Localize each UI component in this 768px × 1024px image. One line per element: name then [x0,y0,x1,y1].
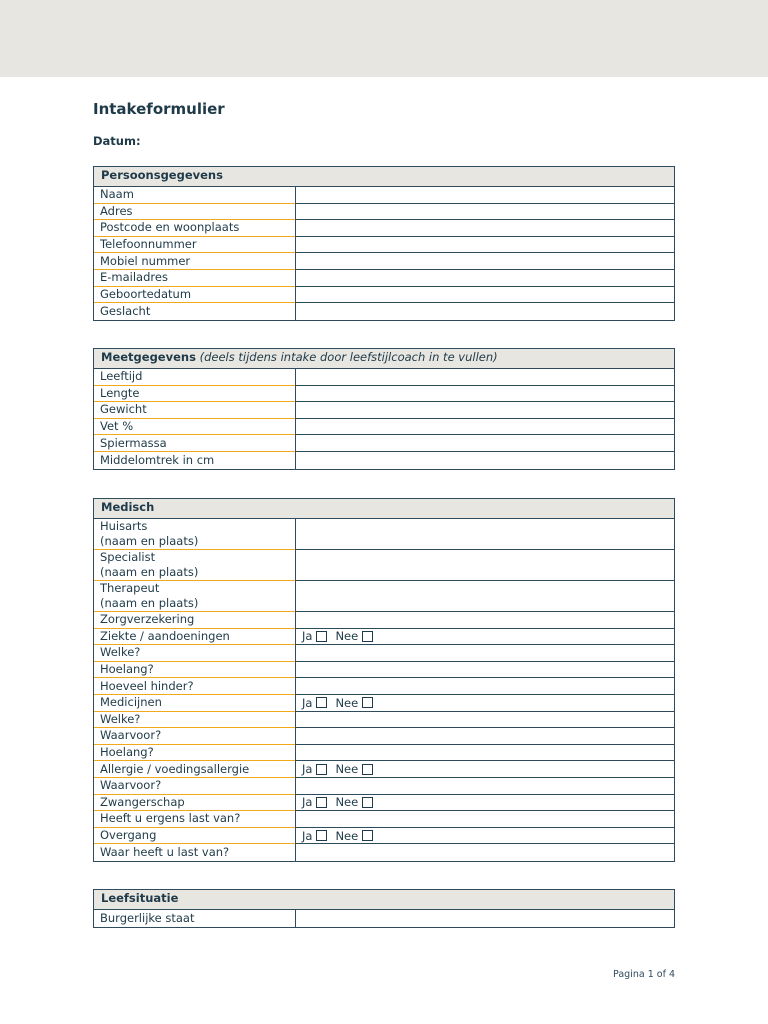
field-label [94,204,295,221]
yes-no-field [295,695,674,712]
form-row [94,695,674,712]
field-label-line: Lengte [100,385,140,400]
text-field[interactable] [295,662,674,679]
section-persoonsgegevens [93,166,675,321]
field-label-line: (naam en plaats) [100,534,199,548]
ja-label: Ja [302,762,313,777]
field-label [94,728,295,745]
nee-label: Nee [335,762,359,777]
text-field[interactable] [295,369,674,386]
form-row [94,910,674,927]
text-field[interactable] [295,612,674,629]
field-label-line: Naam [100,187,134,202]
form-row [94,728,674,745]
field-label [94,402,295,419]
form-row [94,612,674,629]
field-label-line: Zwangerschap [100,794,185,809]
field-label-line: Therapeut [100,581,160,595]
field-label-line: Hoeveel hinder? [100,678,194,693]
yes-no-field [295,795,674,812]
text-field[interactable] [295,550,674,581]
form-row [94,287,674,304]
text-field[interactable] [295,402,674,419]
field-label [94,612,295,629]
field-label [94,253,295,270]
field-label [94,745,295,762]
form-row [94,237,674,254]
form-row [94,435,674,452]
yes-no-field [295,629,674,646]
form-row [94,303,674,320]
field-label [94,187,295,204]
form-row [94,581,674,612]
field-label [94,645,295,662]
nee-label: Nee [335,828,359,843]
section-header-meetgegevens [94,349,674,369]
form-row [94,253,674,270]
form-row [94,844,674,861]
field-label-line: Waarvoor? [100,778,162,793]
field-label [94,910,295,927]
form-row [94,402,674,419]
field-label-line: Specialist [100,550,156,564]
text-field[interactable] [295,519,674,550]
form-row [94,419,674,436]
field-label [94,237,295,254]
field-label [94,844,295,861]
ja-label: Ja [302,629,313,644]
section-title: Persoonsgegevens [101,168,223,182]
form-row [94,645,674,662]
field-label [94,828,295,845]
field-label [94,550,295,581]
text-field[interactable] [295,270,674,287]
field-label-line: Huisarts [100,519,148,533]
form-row [94,828,674,845]
form-row [94,629,674,646]
section-subtitle: (deels tijdens intake door leefstijlcoach in te vullen) [199,350,498,364]
page-top-band [0,0,768,77]
form-row [94,795,674,812]
text-field[interactable] [295,844,674,861]
field-label [94,369,295,386]
field-label [94,435,295,452]
field-label [94,220,295,237]
section-title: Medisch [101,500,155,514]
field-label-line: Vet % [100,419,134,434]
text-field[interactable] [295,745,674,762]
ja-label: Ja [302,828,313,843]
field-label [94,811,295,828]
field-label-line: Telefoonnummer [100,237,197,252]
field-label-line: Postcode en woonplaats [100,220,240,235]
ja-checkbox[interactable] [316,764,327,775]
field-label-line: Geboortedatum [100,286,192,301]
form-row [94,550,674,581]
field-label [94,678,295,695]
section-medisch [93,498,675,862]
nee-checkbox[interactable] [362,631,373,642]
section-header-persoonsgegevens [94,167,674,187]
ja-checkbox[interactable] [316,797,327,808]
form-row [94,187,674,204]
nee-checkbox[interactable] [362,764,373,775]
field-label-line: Middelomtrek in cm [100,452,215,467]
form-row [94,220,674,237]
field-label [94,270,295,287]
field-label-line: Waar heeft u last van? [100,845,230,860]
field-label-line: Gewicht [100,402,147,417]
field-label [94,712,295,729]
nee-checkbox[interactable] [362,797,373,808]
field-label [94,778,295,795]
datum-label: Datum: [93,134,141,148]
field-label-line: Welke? [100,645,141,660]
form-row [94,662,674,679]
field-label [94,795,295,812]
text-field[interactable] [295,645,674,662]
field-label-line: (naam en plaats) [100,596,199,610]
field-label-line: Waarvoor? [100,728,162,743]
form-row [94,519,674,550]
form-row [94,204,674,221]
form-row [94,745,674,762]
field-label-line: Spiermassa [100,435,167,450]
field-label [94,761,295,778]
text-field[interactable] [295,253,674,270]
ja-checkbox[interactable] [316,830,327,841]
field-label-line: Hoelang? [100,745,154,760]
field-label-line: Zorgverzekering [100,612,195,627]
text-field[interactable] [295,581,674,612]
page-number: Pagina 1 of 4 [613,969,675,980]
section-title: Leefsituatie [101,891,179,905]
nee-label: Nee [335,695,359,710]
page-title: Intakeformulier [93,100,225,118]
text-field[interactable] [295,386,674,403]
section-header-medisch [94,499,674,519]
section-header-leefsituatie [94,890,674,910]
nee-label: Nee [335,795,359,810]
field-label-line: Overgang [100,828,157,843]
form-row [94,386,674,403]
form-row [94,270,674,287]
nee-checkbox[interactable] [362,697,373,708]
yes-no-field [295,761,674,778]
field-label-line: Hoelang? [100,662,154,677]
form-row [94,778,674,795]
ja-label: Ja [302,695,313,710]
text-field[interactable] [295,778,674,795]
section-title: Meetgegevens [101,350,196,364]
field-label [94,695,295,712]
yes-no-field [295,828,674,845]
text-field[interactable] [295,287,674,304]
text-field[interactable] [295,712,674,729]
form-row [94,678,674,695]
text-field[interactable] [295,910,674,927]
text-field[interactable] [295,303,674,320]
field-label-line: Geslacht [100,303,151,318]
form-row [94,811,674,828]
field-label-line: Welke? [100,711,141,726]
field-label [94,452,295,469]
field-label [94,386,295,403]
text-field[interactable] [295,419,674,436]
field-label [94,519,295,550]
field-label [94,662,295,679]
field-label-line: Medicijnen [100,695,162,710]
field-label [94,629,295,646]
ja-checkbox[interactable] [316,631,327,642]
text-field[interactable] [295,220,674,237]
field-label-line: Heeft u ergens last van? [100,811,241,826]
field-label [94,287,295,304]
text-field[interactable] [295,811,674,828]
text-field[interactable] [295,678,674,695]
text-field[interactable] [295,237,674,254]
nee-label: Nee [335,629,359,644]
nee-checkbox[interactable] [362,830,373,841]
field-label-line: E-mailadres [100,270,168,285]
ja-checkbox[interactable] [316,697,327,708]
text-field[interactable] [295,452,674,469]
text-field[interactable] [295,728,674,745]
field-label [94,303,295,320]
section-leefsituatie [93,889,675,928]
form-row [94,712,674,729]
section-meetgegevens [93,348,675,470]
text-field[interactable] [295,187,674,204]
field-label-line: Ziekte / aandoeningen [100,628,230,643]
field-label-line: Allergie / voedingsallergie [100,761,250,776]
field-label-line: Leeftijd [100,369,143,384]
ja-label: Ja [302,795,313,810]
field-label [94,581,295,612]
field-label-line: Burgerlijke staat [100,910,195,925]
field-label-line: Mobiel nummer [100,253,191,268]
field-label-line: Adres [100,203,133,218]
field-label-line: (naam en plaats) [100,565,199,579]
text-field[interactable] [295,435,674,452]
form-row [94,761,674,778]
field-label [94,419,295,436]
text-field[interactable] [295,204,674,221]
form-row [94,452,674,469]
form-row [94,369,674,386]
